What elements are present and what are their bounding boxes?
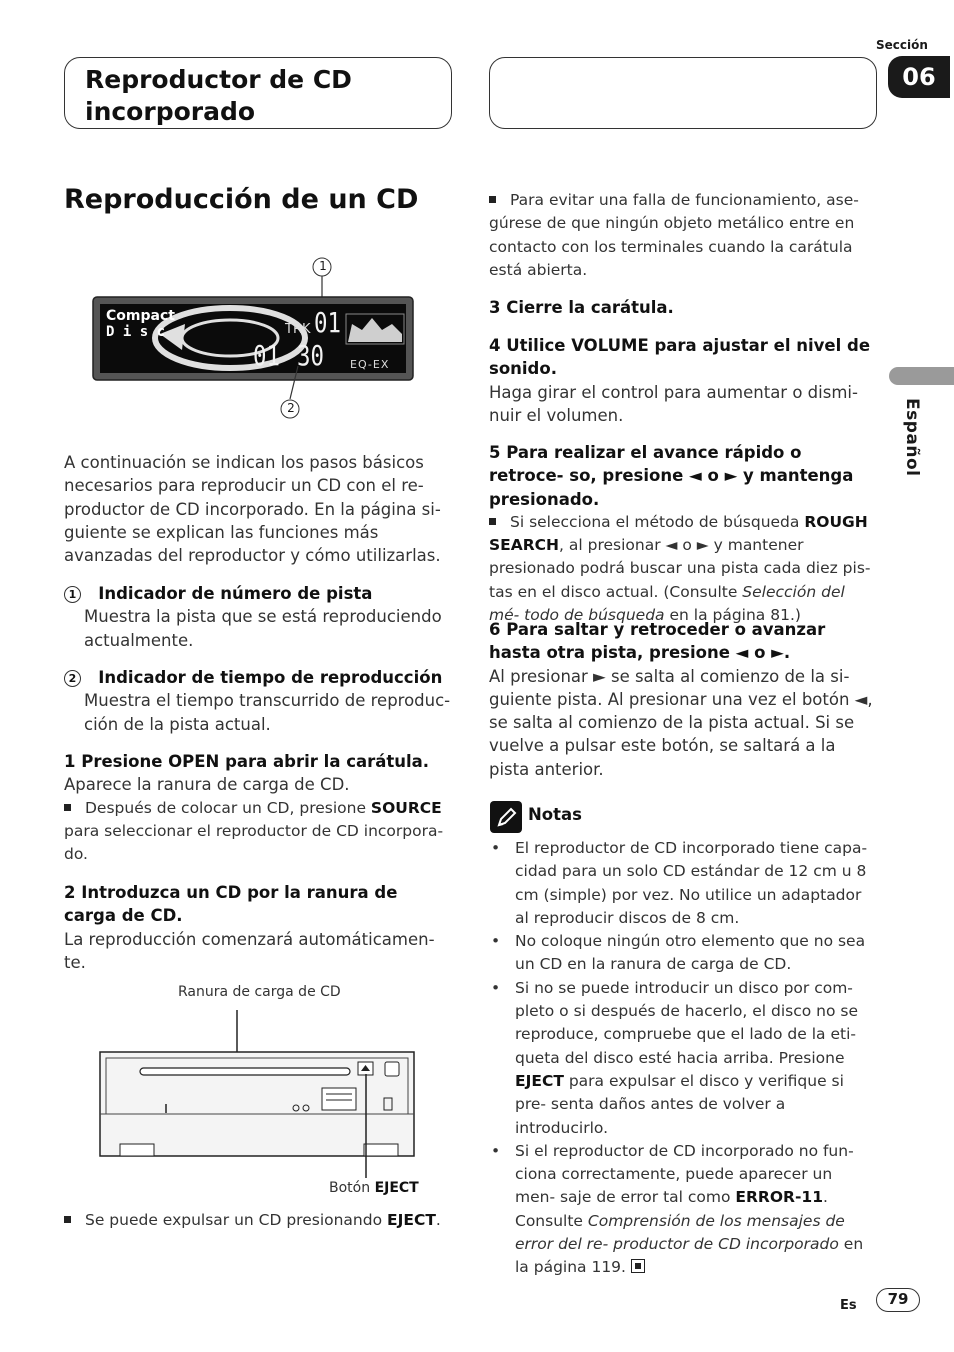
step-3-title: 3 Cierre la carátula. <box>489 298 674 317</box>
cd-slot <box>140 1068 350 1075</box>
slot-label: Ranura de carga de CD <box>178 984 341 1000</box>
eject-note-pre: Se puede expulsar un CD presionando <box>85 1211 388 1229</box>
note-4 <box>489 1140 877 1280</box>
square-bullet <box>489 518 496 525</box>
step-6-title: 6 Para saltar y retroceder o avanzar hasta otra pista, presione ◄ o ►. <box>489 620 826 663</box>
trk-label: TRK <box>285 322 311 337</box>
note-4-pre: Si el reproductor de CD incorporado no fun- ciona correctamente, puede aparecer un men- saje de error tal como <box>515 1141 854 1207</box>
step-5-note-pre: Si selecciona el método de búsqueda <box>510 512 805 531</box>
step-5-note-bold: ROUGH SEARCH <box>489 512 868 555</box>
eject-note-post: . <box>435 1211 441 1229</box>
section-number-badge: 06 <box>888 56 950 98</box>
callout-2-number: 2 <box>287 401 295 415</box>
note-4-post: en la página 119. <box>515 1235 864 1277</box>
step-5-title: 5 Para realizar el avance rápido o retroce- so, presione ◄ o ► y mantenga presionado. <box>489 443 854 509</box>
indicator-2 <box>64 666 452 736</box>
step-1-text: Aparece la ranura de carga de CD. <box>64 775 350 795</box>
step-1-title: 1 Presione OPEN para abrir la carátula. <box>64 752 430 771</box>
notes-icon <box>490 801 522 833</box>
eject-note-bold: EJECT <box>387 1211 436 1229</box>
language-tab <box>889 367 954 385</box>
eject-note <box>64 1209 452 1232</box>
step-1 <box>64 750 452 866</box>
notes-list <box>489 837 877 1280</box>
note-3-bold: EJECT <box>515 1071 564 1090</box>
warning-note <box>489 189 877 282</box>
note-4-bold: ERROR-11 <box>735 1188 823 1207</box>
step-1-note-bold: SOURCE <box>370 798 442 817</box>
indicator-1-text: Muestra la pista que se está reproduciendo actualmente. <box>84 607 442 650</box>
step-5-note-ital: Selección del mé- todo de búsqueda <box>489 582 845 625</box>
track-number-indicator: 01 <box>314 306 341 339</box>
page-number: 79 <box>876 1288 920 1312</box>
step-5-note-mid: , al presionar ◄ o ► y mantener presionado podrá buscar una pista cada diez pis- tas en el disco actual. (Consulte <box>489 536 871 601</box>
seccion-label: Sección <box>876 38 928 52</box>
square-bullet <box>64 804 71 811</box>
note-2: • No coloque ningún otro elemento que no sea un CD en la ranura de carga de CD. <box>489 930 877 977</box>
notes-title: Notas <box>528 805 582 824</box>
indicator-1-title: Indicador de número de pista <box>98 584 373 603</box>
section-header-box <box>64 57 452 129</box>
eject-label-bold: EJECT <box>374 1180 419 1196</box>
indicator-1 <box>64 582 452 652</box>
note-3-pre: Si no se puede introducir un disco por com- pleto o si después de hacerlo, el disco no se reproduce, compruebe que el lado de la eti- queta del disco esté hacia arriba. Presione <box>515 978 859 1067</box>
step-2 <box>64 881 452 974</box>
disc-logo-compact: Compact <box>106 308 175 324</box>
eject-label-pre: Botón <box>329 1180 375 1196</box>
note-4-mid: . Consulte <box>515 1188 828 1230</box>
eq-label: EQ-EX <box>350 358 390 371</box>
time-seconds: 30 <box>297 339 324 372</box>
time-minutes: 01 <box>253 339 280 372</box>
footer-lang-code: Es <box>840 1298 857 1313</box>
step-2-text: La reproducción comenzará automáticamen- te. <box>64 929 435 972</box>
step-2-title: 2 Introduzca un CD por la ranura de carga de CD. <box>64 883 398 926</box>
square-bullet <box>64 1216 71 1223</box>
indicator-1-number: 1 <box>64 586 81 603</box>
step-4-title: 4 Utilice VOLUME para ajustar el nivel de sonido. <box>489 336 871 379</box>
callout-1-number: 1 <box>319 259 327 273</box>
indicator-2-title: Indicador de tiempo de reproducción <box>98 668 443 687</box>
section-title: Reproductor de CD incorporado <box>85 65 352 126</box>
step-1-note-pre: Después de colocar un CD, presione <box>85 798 371 817</box>
end-mark-icon <box>631 1259 645 1273</box>
square-bullet <box>489 196 496 203</box>
disc-logo-disc: D i s c <box>106 324 166 340</box>
warning-note-text: Para evitar una falla de funcionamiento, ase- gúrese de que ningún objeto metálico entre en contacto con los terminales cuando la carátula está abierta. <box>489 191 859 279</box>
step-6 <box>489 618 877 781</box>
note-3-post: para expulsar el disco y verifique si pre- senta daños antes de volver a introducirlo. <box>515 1071 844 1137</box>
note-4-ital: Comprensión de los mensajes de error del re- productor de CD incorporado <box>515 1211 845 1254</box>
step-1-note-post: para seleccionar el reproductor de CD incorpora- do. <box>64 821 444 864</box>
step-5-note-post: en la página 81.) <box>664 606 801 625</box>
language-label: Español <box>902 398 922 477</box>
page-title: Reproducción de un CD <box>64 184 419 215</box>
note-1: • El reproductor de CD incorporado tiene capa- cidad para un solo CD estándar de 12 cm u 8 cm (simple) por vez. No utilice un adaptador al reproducir discos de 8 cm. <box>489 837 877 930</box>
terminals <box>322 1088 356 1110</box>
cd-unit-illustration <box>96 1006 418 1178</box>
step-4 <box>489 334 877 427</box>
step-4-text: Haga girar el control para aumentar o dismi- nuir el volumen. <box>489 382 858 425</box>
indicator-2-number: 2 <box>64 670 81 687</box>
eject-label <box>329 1180 419 1196</box>
note-3 <box>489 977 877 1140</box>
intro-paragraph: A continuación se indican los pasos básicos necesarios para reproducir un CD con el re- productor de CD incorporado. En la página si- guiente se explican las funciones más avanzadas del reproductor y cómo utilizarlas. <box>64 453 441 566</box>
step-5 <box>489 441 877 627</box>
step-6-text: Al presionar ► se salta al comienzo de la si- guiente pista. Al presionar una vez el botón ◄, se salta al comienzo de la pista actual. Si se vuelve a pulsar este botón, se saltará a la pista anterior. <box>489 666 873 779</box>
header-empty-box <box>489 57 877 129</box>
indicator-2-text: Muestra el tiempo transcurrido de reproduc- ción de la pista actual. <box>84 691 451 734</box>
